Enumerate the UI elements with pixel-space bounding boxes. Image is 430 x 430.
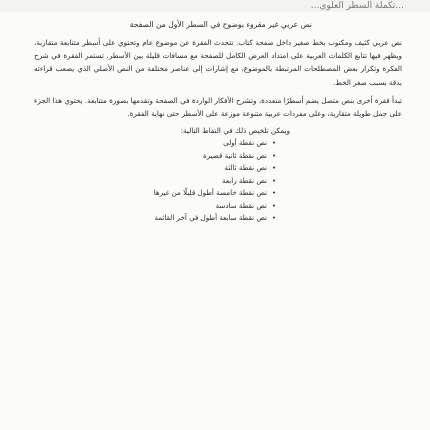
list-item: • نص نقطة ثانية قصيرة bbox=[84, 150, 276, 163]
paragraph-2: تبدأ فقرة أخرى بنص متصل يضم أسطرًا متعددة، وتشرح الأفكار الواردة في الصفحة وتقدمها بصورة متتابعة. يحتوي هذا الجزء على جمل طويلة متقاربة، وعلى مفردات عربية متنوعة موزعة على الأسطر حتى نهاية الفقرة. bbox=[34, 95, 402, 119]
bullet-list-title: ويمكن تلخيص ذلك في النقاط التالية: bbox=[180, 126, 290, 136]
list-item: • نص نقطة ثالثة bbox=[84, 162, 276, 175]
list-item: • نص نقطة خامسة أطول قليلًا من غيرها bbox=[84, 187, 276, 200]
list-item: • نص نقطة سابعة أطول في آخر القائمة bbox=[84, 212, 276, 225]
paragraph-1: نص عربي كثيف ومكتوب بخط صغير داخل صفحة كتاب. تتحدث الفقرة عن موضوع عام وتحتوي على أسطر متتابعة متقاربة، ويظهر فيها تتابع الكلمات العربية على امتداد العرض الكامل للصفحة مع مسافات قليلة بين الأسطر. تستمر الفقرة في شرح الفكرة وتكرار بعض المصطلحات المرتبطة بالموضوع، مع إشارات إلى عناصر مختلفة من النص الأصلي الذي يصعب قراءته بدقة بسبب صغر الخط. bbox=[34, 38, 402, 87]
document-heading: نص عربي غير مقروء بوضوح في السطر الأول من الصفحة bbox=[129, 20, 312, 29]
list-item: • نص نقطة أولى bbox=[84, 137, 276, 150]
document-content bbox=[0, 19, 430, 225]
list-item: • نص نقطة رابعة bbox=[84, 175, 276, 188]
top-text-strip: ...تكملة السطر العلوي... bbox=[0, 0, 430, 12]
list-item: • نص نقطة سادسة bbox=[84, 200, 276, 213]
bullet-list bbox=[34, 137, 402, 225]
